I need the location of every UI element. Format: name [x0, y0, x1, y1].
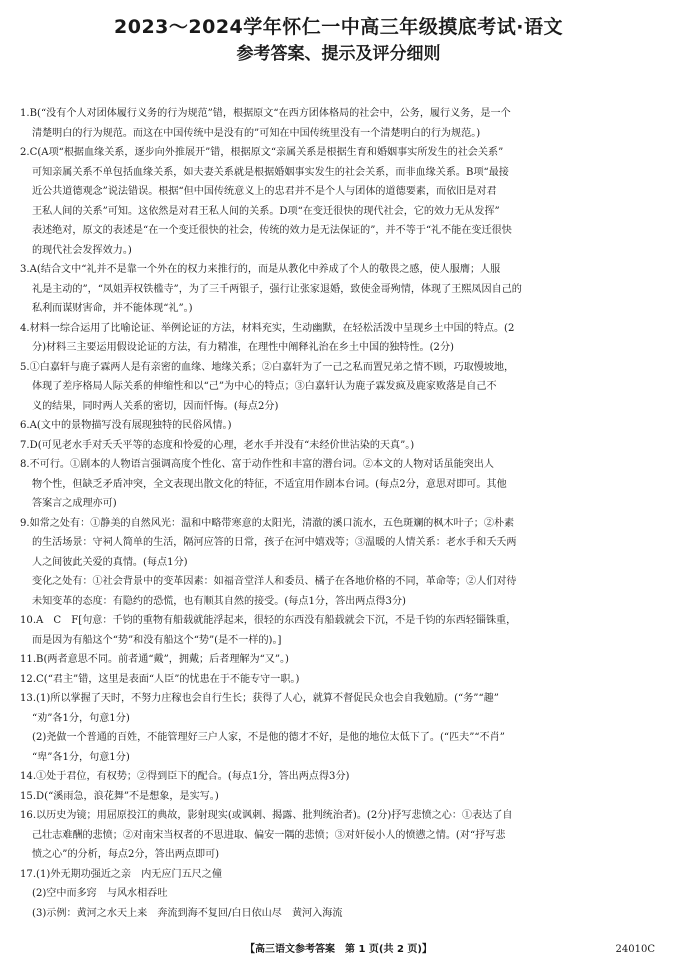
answer-line: 3.A(结合文中“礼并不是靠一个外在的权力来推行的，而是从教化中养成了个人的敬畏之感，使人服膺；人服 — [20, 264, 501, 275]
answer-line: 变化之处有：①社会背景中的变革因素：如福音堂洋人和委员、橘子在各地价格的不同，革命等；②人们对待 — [32, 576, 517, 587]
answer-line: 2.C(A项“根据血缘关系，逐步向外推展开”错，根据原文“亲属关系是根据生育和婚姻事实所发生的社会关系” — [20, 147, 504, 158]
answer-line: 的生活场景：守祠人简单的生活，隔河应答的日常，孩子在河中嬉戏等；③温暖的人情关系：老水手和夭夭两 — [32, 537, 517, 548]
answer-line: (2)尧做一个普通的百姓，不能管理好三户人家，不是他的德才不好，是他的地位太低下了。(“匹夫”“不肖” — [32, 732, 505, 743]
answer-body — [20, 104, 657, 923]
answer-line: 近公共道德观念”说法错误。根据“但中国传统意义上的忠君并不是个人与团体的道德要素，而依旧是对君 — [32, 186, 497, 197]
answer-line: 的现代社会发挥效力。) — [32, 244, 132, 256]
page-footer — [0, 940, 677, 960]
answer-line: 8.不可行。①剧本的人物语言强调高度个性化、富于动作性和丰富的潜台词。②本文的人物对话虽能突出人 — [20, 459, 494, 470]
answer-line: 可知亲属关系不单包括血缘关系，如夫妻关系就是根据婚姻事实发生的社会关系，而非血缘关系。B项“最接 — [32, 166, 509, 178]
answer-line: 礼是主动的”，“凤姐弄权铁槛寺”，为了三千两银子，强行让张家退婚，致使金哥殉情，体现了王熙凤因自己的 — [32, 283, 522, 295]
answer-line: 己壮志难酬的悲愤；②对南宋当权者的不思进取、偏安一隅的悲愤；③对奸佞小人的愤懑之情。(对“抒写悲 — [32, 829, 506, 841]
answer-line: 而是因为有船这个“势”和没有船这个“势”(是不一样的)。] — [32, 634, 282, 646]
answer-line: 17.(1)外无期功强近之亲 内无应门五尺之僮 — [20, 868, 222, 880]
document-title: 2023～2024学年怀仁一中高三年级摸底考试·语文 — [114, 16, 563, 38]
answer-line: (3)示例：黄河之水天上来 奔流到海不复回/白日依山尽 黄河入海流 — [32, 907, 343, 919]
answer-line: 义的结果，同时两人关系的密切，因而忏悔。(每点2分) — [32, 400, 279, 412]
answer-line: “卑”各1分，句意1分) — [32, 751, 130, 763]
answer-line: (2)空中而多窍 与风水相吞吐 — [32, 888, 168, 899]
answer-line: 清楚明白的行为规范。而这在中国传统中是没有的”可知在中国传统里没有一个清楚明白的行为规范。) — [32, 127, 481, 139]
answer-line: 9.如常之处有：①静美的自然风光：温和中略带寒意的太阳光，清澈的溪口流水，五色斑斓的枫木叶子；②朴素 — [20, 517, 515, 529]
answer-line: 愤之心”的分析，每点2分，答出两点即可) — [32, 849, 220, 860]
answer-line: 15.D(“溪雨急，浪花舞”不是想象，是实写。) — [20, 790, 219, 802]
answer-line: 5.①白嘉轩与鹿子霖两人是有亲密的血缘、地缘关系；②白嘉轩为了一己之私而置兄弟之情不顾，巧取慢坡地， — [20, 361, 515, 373]
answer-line: “劝”各1分，句意1分) — [32, 712, 130, 724]
answer-line: 私利而谋财害命，并不能体现“礼”。) — [32, 303, 193, 314]
answer-line: 1.B(“没有个人对团体履行义务的行为规范”错，根据原文“在西方团体格局的社会中，公务，履行义务，是一个 — [20, 108, 511, 119]
footer-code: 24010C — [615, 944, 655, 955]
answer-line: 6.A(文中的景物描写没有展现独特的民俗风情。) — [20, 420, 232, 431]
answer-line: 12.C(“君主”错，这里是表面“人臣”的忧患在于不能专守一职。) — [20, 673, 300, 685]
answer-line: 10.A C F[句意：千钧的重物有船载就能浮起来，很轻的东西没有船载就会下沉，不是千钧的东西轻锱铢重， — [20, 615, 517, 626]
document-subtitle: 参考答案、提示及评分细则 — [236, 44, 441, 64]
answer-line: 7.D(可见老水手对夭夭平等的态度和怜爱的心理，老水手并没有“未经价世沾染的天真”。) — [20, 439, 415, 451]
answer-line: 14.①处于君位，有权势；②得到臣下的配合。(每点1分，答出两点得3分) — [20, 771, 350, 782]
footer-page-label: 【高三语文参考答案 第 1 页(共 2 页)】 — [245, 944, 432, 955]
answer-line: 未知变革的态度：有隐约的恐慌，也有顺其自然的接受。(每点1分，答出两点得3分) — [32, 595, 406, 607]
answer-line: 11.B(两者意思不同。前者通“戴”，拥戴；后者理解为“又”。) — [20, 654, 289, 665]
answer-line: 物个性，但缺乏矛盾冲突，全文表现出散文化的特征，不适宜用作剧本台词。(每点2分，意思对即可。其他 — [32, 478, 507, 490]
answer-line: 王私人间的关系”可知。这依然是对君王私人间的关系。D项“在变迁很快的现代社会，它的效力无从发挥” — [32, 205, 500, 217]
answer-line: 13.(1)所以掌握了天时，不努力庄稼也会自行生长；获得了人心，就算不督促民众也会自我勉励。(“务”“趣” — [20, 693, 499, 704]
answer-line: 16.以历史为镜；用屈原投江的典故，影射现实(或讽刺、揭露、批判统治者)。(2分)抒写悲愤之心：①表达了自 — [20, 810, 513, 821]
answer-line: 答案言之成理亦可) — [32, 498, 117, 509]
answer-line: 4.材料一综合运用了比喻论证、举例论证的方法，材料充实，生动幽默，在轻松活泼中呈现乡土中国的特点。(2 — [20, 322, 515, 334]
answer-line: 体现了差序格局人际关系的伸缩性和以“己”为中心的特点；③白嘉轩认为鹿子霖发疯及鹿家败落是自己不 — [32, 381, 497, 392]
answer-line: 分)材料三主要运用假设论证的方法，有力精准，在理性中阐释礼治在乡土中国的独特性。(2分) — [32, 342, 454, 353]
answer-line: 人之间彼此关爱的真情。(每点1分) — [32, 556, 188, 568]
answer-line: 表述绝对，原文的表述是“在一个变迁很快的社会，传统的效力是无法保证的”，并不等于“礼不能在变迁很快 — [32, 225, 512, 236]
